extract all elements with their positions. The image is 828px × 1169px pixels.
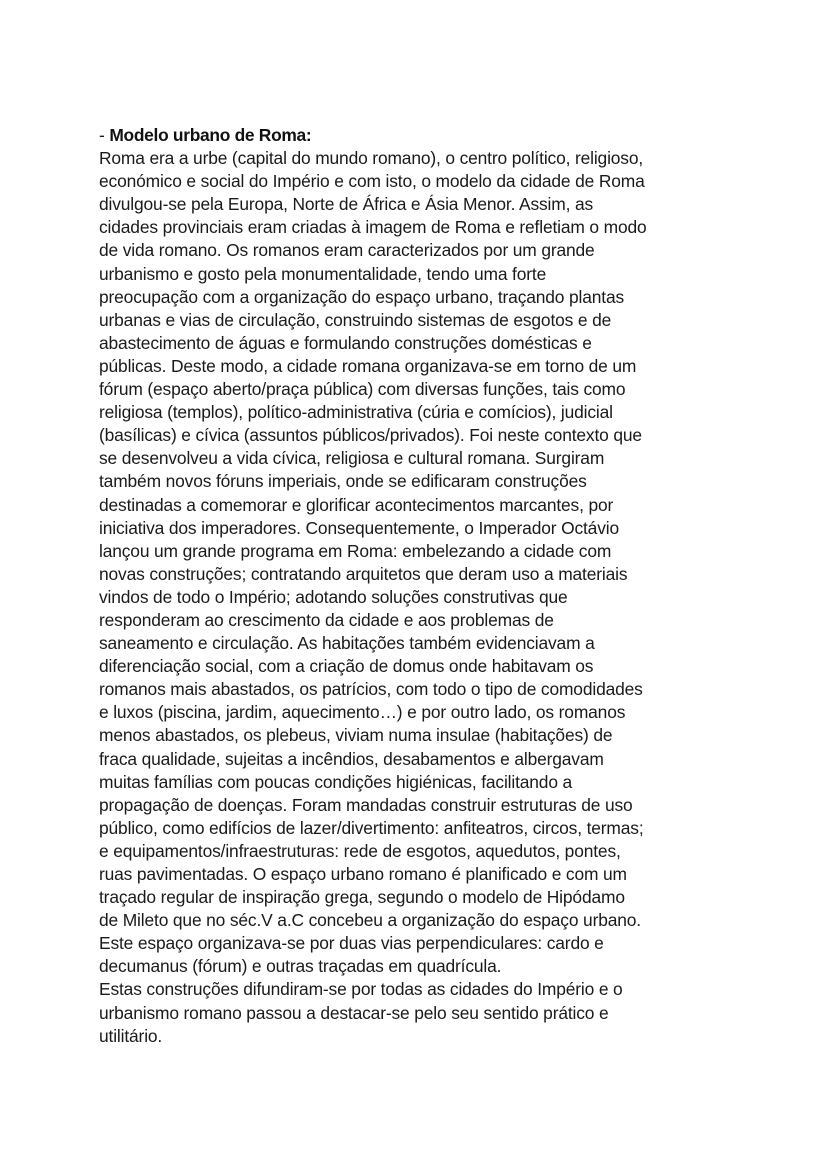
section-heading-line (99, 124, 759, 147)
heading-prefix: - (99, 125, 110, 145)
body-text-line: traçado regular de inspiração grega, segundo o modelo de Hipódamo (99, 887, 625, 908)
body-text-line: Este espaço organizava-se por duas vias perpendiculares: cardo e (99, 933, 604, 954)
body-text-line: iniciativa dos imperadores. Consequentemente, o Imperador Octávio (99, 517, 619, 538)
body-text-line: menos abastados, os plebeus, viviam numa insulae (habitações) de (99, 725, 613, 746)
body-text-line: público, como edifícios de lazer/divertimento: anfiteatros, circos, termas; (99, 817, 644, 838)
body-text-line: divulgou-se pela Europa, Norte de África e Ásia Menor. Assim, as (99, 194, 594, 215)
body-text-line: muitas famílias com poucas condições higiénicas, facilitando a (99, 771, 573, 792)
body-text-line: urbanismo romano passou a destacar-se pelo seu sentido prático e (99, 1002, 609, 1023)
body-text-line: de Mileto que no séc.V a.C concebeu a organização do espaço urbano. (99, 910, 641, 931)
body-text-line: ruas pavimentadas. O espaço urbano romano é planificado e com um (99, 864, 627, 884)
body-text-line: cidades provinciais eram criadas à imagem de Roma e refletiam o modo (99, 217, 647, 238)
body-text-line: e equipamentos/infraestruturas: rede de esgotos, aquedutos, pontes, (99, 840, 621, 861)
body-text-line: fórum (espaço aberto/praça pública) com diversas funções, tais como (99, 379, 626, 400)
body-text-line: se desenvolveu a vida cívica, religiosa e cultural romana. Surgiram (99, 448, 605, 469)
body-paragraph (99, 147, 759, 1048)
body-text-line: (basílicas) e cívica (assuntos públicos/privados). Foi neste contexto que (99, 425, 642, 446)
body-text-line: Roma era a urbe (capital do mundo romano), o centro político, religioso, (99, 148, 644, 169)
body-text-line: decumanus (fórum) e outras traçadas em quadrícula. (99, 956, 502, 977)
body-text-line: e luxos (piscina, jardim, aquecimento…) e por outro lado, os romanos (99, 702, 626, 723)
body-text-line: urbanismo e gosto pela monumentalidade, tendo uma forte (99, 263, 547, 284)
body-text-line: diferenciação social, com a criação de domus onde habitavam os (99, 656, 594, 677)
body-text-line: propagação de doenças. Foram mandadas construir estruturas de uso (99, 794, 633, 815)
body-text-line: abastecimento de águas e formulando construções domésticas e (99, 332, 592, 353)
body-text-line: responderam ao crescimento da cidade e aos problemas de (99, 609, 554, 630)
body-text-line: fraca qualidade, sujeitas a incêndios, desabamentos e albergavam (99, 748, 604, 769)
body-text-line: preocupação com a organização do espaço urbano, traçando plantas (99, 286, 625, 307)
body-text-line: vindos de todo o Império; adotando soluções construtivas que (99, 586, 568, 607)
body-text-line: económico e social do Império e com isto, o modelo da cidade de Roma (99, 171, 645, 192)
body-text-line: destinadas a comemorar e glorificar acontecimentos marcantes, por (99, 494, 614, 515)
body-text-line: saneamento e circulação. As habitações também evidenciavam a (99, 633, 595, 654)
section-heading: Modelo urbano de Roma: (109, 125, 312, 145)
document-page (99, 124, 759, 1048)
body-text-line: Estas construções difundiram-se por todas as cidades do Império e o (99, 979, 623, 1000)
body-text-line: novas construções; contratando arquitetos que deram uso a materiais (99, 563, 628, 584)
body-text-line: lançou um grande programa em Roma: embelezando a cidade com (99, 540, 612, 561)
body-text-line: utilitário. (99, 1025, 163, 1046)
body-text-line: públicas. Deste modo, a cidade romana organizava-se em torno de um (99, 355, 637, 376)
body-text-line: também novos fóruns imperiais, onde se edificaram construções (99, 471, 587, 492)
body-text-line: urbanas e vias de circulação, construindo sistemas de esgotos e de (99, 309, 612, 330)
body-text-line: religiosa (templos), político-administrativa (cúria e comícios), judicial (99, 402, 613, 423)
body-text-line: romanos mais abastados, os patrícios, com todo o tipo de comodidades (99, 679, 643, 700)
body-text-line: de vida romano. Os romanos eram caracterizados por um grande (99, 240, 595, 261)
